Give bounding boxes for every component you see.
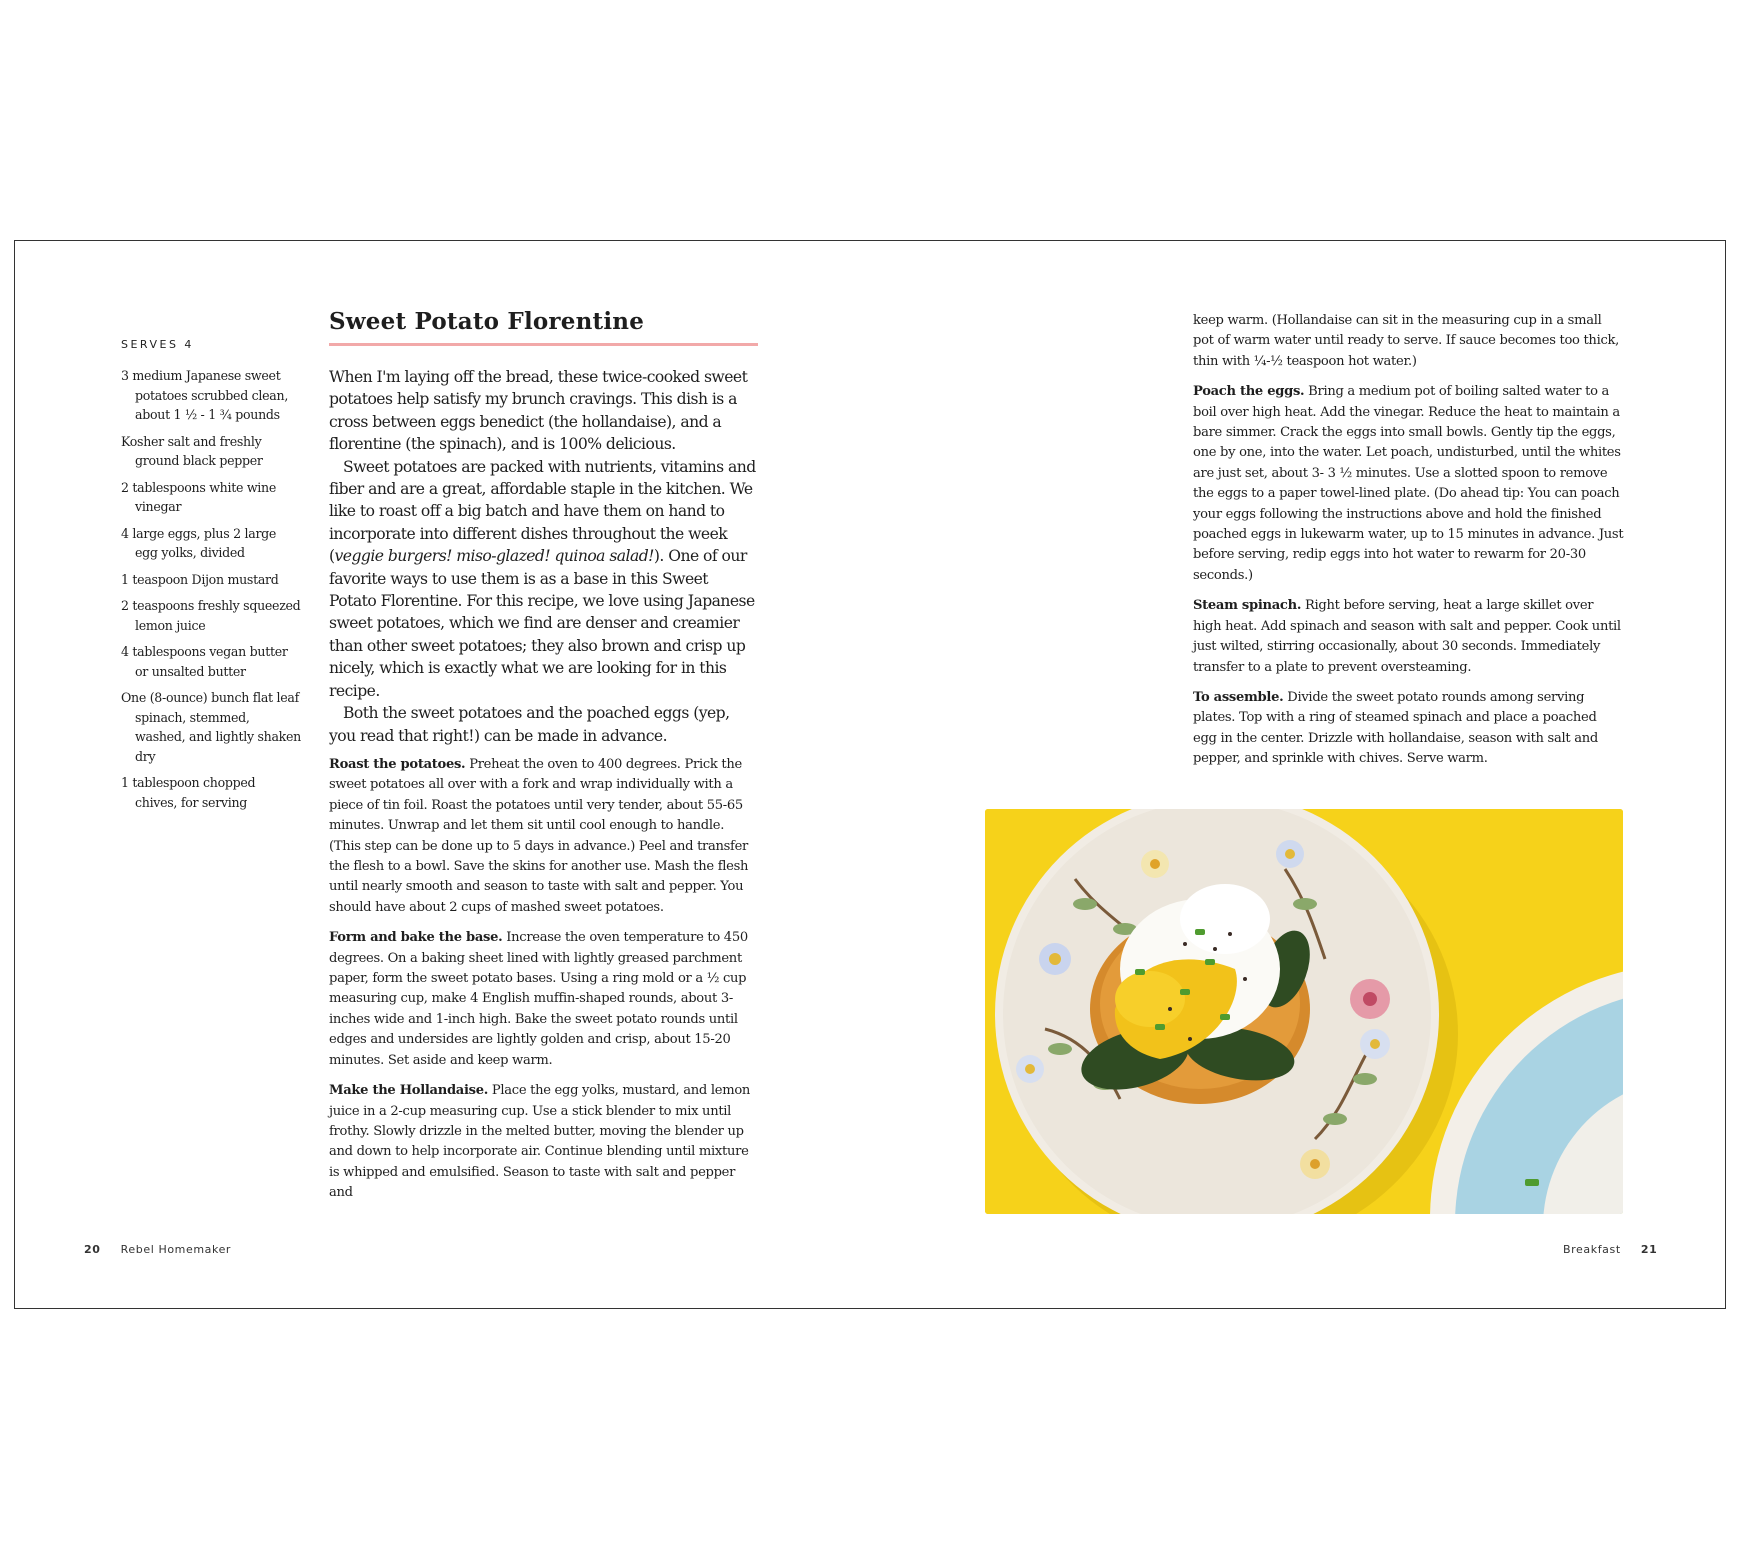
step-text: Increase the oven temperature to 450 degrees. On a baking sheet lined with lightly greased parchment paper, form the sweet potato bases. Using a ring mold or a ½ cup measuring cup, make 4 English muffin-shaped rounds, about 3-inches wide and 1-inch high. Bake the sweet potato rounds until edges and undersides are lightly golden and crisp, about 15-20 minutes. Set aside and keep warm. <box>329 930 748 1068</box>
recipe-title: Sweet Potato Florentine <box>329 308 758 346</box>
ingredient-item: 4 large eggs, plus 2 large egg yolks, divided <box>121 525 277 560</box>
method-column-right <box>1193 311 1624 780</box>
method-step <box>1193 688 1624 770</box>
method-column-left <box>329 755 759 1214</box>
ingredient-item: 2 tablespoons white wine vinegar <box>121 479 277 514</box>
recipe-intro <box>329 366 758 747</box>
ingredient-item: 3 medium Japanese sweet potatoes scrubbed clean, about 1 ½ - 1 ¾ pounds <box>121 368 289 422</box>
method-step <box>329 928 759 1071</box>
intro-paragraph: When I'm laying off the bread, these twice-cooked sweet potatoes help satisfy my brunch cravings. This dish is a cross between eggs benedict (the hollandaise), and a florentine (the spinach), and is 100% delicious. <box>329 368 748 454</box>
method-step <box>1193 382 1624 586</box>
folio-left <box>84 1243 231 1256</box>
intro-paragraph: Both the sweet potatoes and the poached eggs (yep, you read that right!) can be made in advance. <box>329 704 730 745</box>
intro-paragraph: Sweet potatoes are packed with nutrients, vitamins and fiber and are a great, affordable staple in the kitchen. We like to roast off a big batch and have them on hand to incorporate into different dishes throughout the week (veggie burgers! miso-glazed! quinoa salad!). One of our favorite ways to use them is as a base in this Sweet Potato Florentine. For this recipe, we love using Japanese sweet potatoes, which we find are denser and creamier than other sweet potatoes; they also brown and crisp up nicely, which is exactly what we are looking for in this recipe. <box>329 457 756 700</box>
method-step <box>1193 596 1624 678</box>
food-plate-illustration <box>985 809 1623 1214</box>
book-title: Rebel Homemaker <box>120 1243 232 1256</box>
ingredient-item: One (8-ounce) bunch flat leaf spinach, stemmed, washed, and lightly shaken dry <box>121 690 301 764</box>
method-step <box>329 1081 759 1203</box>
folio-right <box>1563 1243 1657 1256</box>
serves-label: SERVES 4 <box>121 338 194 351</box>
step-heading: To assemble. <box>1193 689 1284 705</box>
ingredient-item: 1 tablespoon chopped chives, for serving <box>121 775 256 810</box>
step-heading: Roast the potatoes. <box>329 757 466 772</box>
ingredient-item: Kosher salt and freshly ground black pepper <box>121 433 263 468</box>
recipe-photo <box>985 809 1623 1214</box>
step-heading: Form and bake the base. <box>329 930 503 946</box>
ingredient-item: 4 tablespoons vegan butter or unsalted butter <box>121 644 288 679</box>
page-number: 20 <box>84 1243 101 1256</box>
step-heading: Steam spinach. <box>1193 598 1302 614</box>
method-continued: keep warm. (Hollandaise can sit in the measuring cup in a small pot of warm water until ready to serve. If sauce becomes too thick, thin with ¼-½ teaspoon hot water.) <box>1193 313 1619 369</box>
step-text: Divide the sweet potato rounds among serving plates. Top with a ring of steamed spinach and place a poached egg in the center. Drizzle with hollandaise, season with salt and pepper, and sprinkle with chives. Serve warm. <box>1193 689 1598 767</box>
intro-italic-aside: veggie burgers! miso-glazed! quinoa salad! <box>334 547 654 566</box>
ingredient-item: 2 teaspoons freshly squeezed lemon juice <box>121 598 301 633</box>
ingredient-item: 1 teaspoon Dijon mustard <box>121 571 279 587</box>
ingredient-list <box>121 366 301 819</box>
step-heading: Poach the eggs. <box>1193 384 1305 400</box>
step-heading: Make the Hollandaise. <box>329 1083 489 1099</box>
step-text: Right before serving, heat a large skillet over high heat. Add spinach and season with salt and pepper. Cook until just wilted, stirring occasionally, about 30 seconds. Immediately transfer to a plate to prevent oversteaming. <box>1193 598 1621 675</box>
step-text: Bring a medium pot of boiling salted water to a boil over high heat. Add the vinegar. Reduce the heat to maintain a bare simmer. Crack the eggs into small bowls. Gently tip the eggs, one by one, into the water. Let poach, undisturbed, until the whites are just set, about 3- 3 ½ minutes. Use a slotted spoon to remove the eggs to a paper towel-lined plate. (Do ahead tip: You can poach your eggs following the instructions above and hold the finished poached eggs in lukewarm water, up to 15 minutes in advance. Just before serving, redip eggs into hot water to rewarm for 20-30 seconds.) <box>1193 384 1624 583</box>
step-text: Preheat the oven to 400 degrees. Prick the sweet potatoes all over with a fork and wrap individually with a piece of tin foil. Roast the potatoes until very tender, about 55-65 minutes. Unwrap and let them sit until cool enough to handle. (This step can be done up to 5 days in advance.) Peel and transfer the flesh to a bowl. Save the skins for another use. Mash the flesh until nearly smooth and season to taste with salt and pepper. You should have about 2 cups of mashed sweet potatoes. <box>329 757 749 915</box>
method-step <box>329 755 759 918</box>
step-text: Place the egg yolks, mustard, and lemon juice in a 2-cup measuring cup. Use a stick blender to mix until frothy. Slowly drizzle in the melted butter, moving the blender up and down to help incorporate air. Continue blending until mixture is whipped and emulsified. Season to taste with salt and pepper and <box>329 1083 751 1201</box>
section-title: Breakfast <box>1563 1243 1621 1256</box>
page-number: 21 <box>1640 1243 1658 1256</box>
